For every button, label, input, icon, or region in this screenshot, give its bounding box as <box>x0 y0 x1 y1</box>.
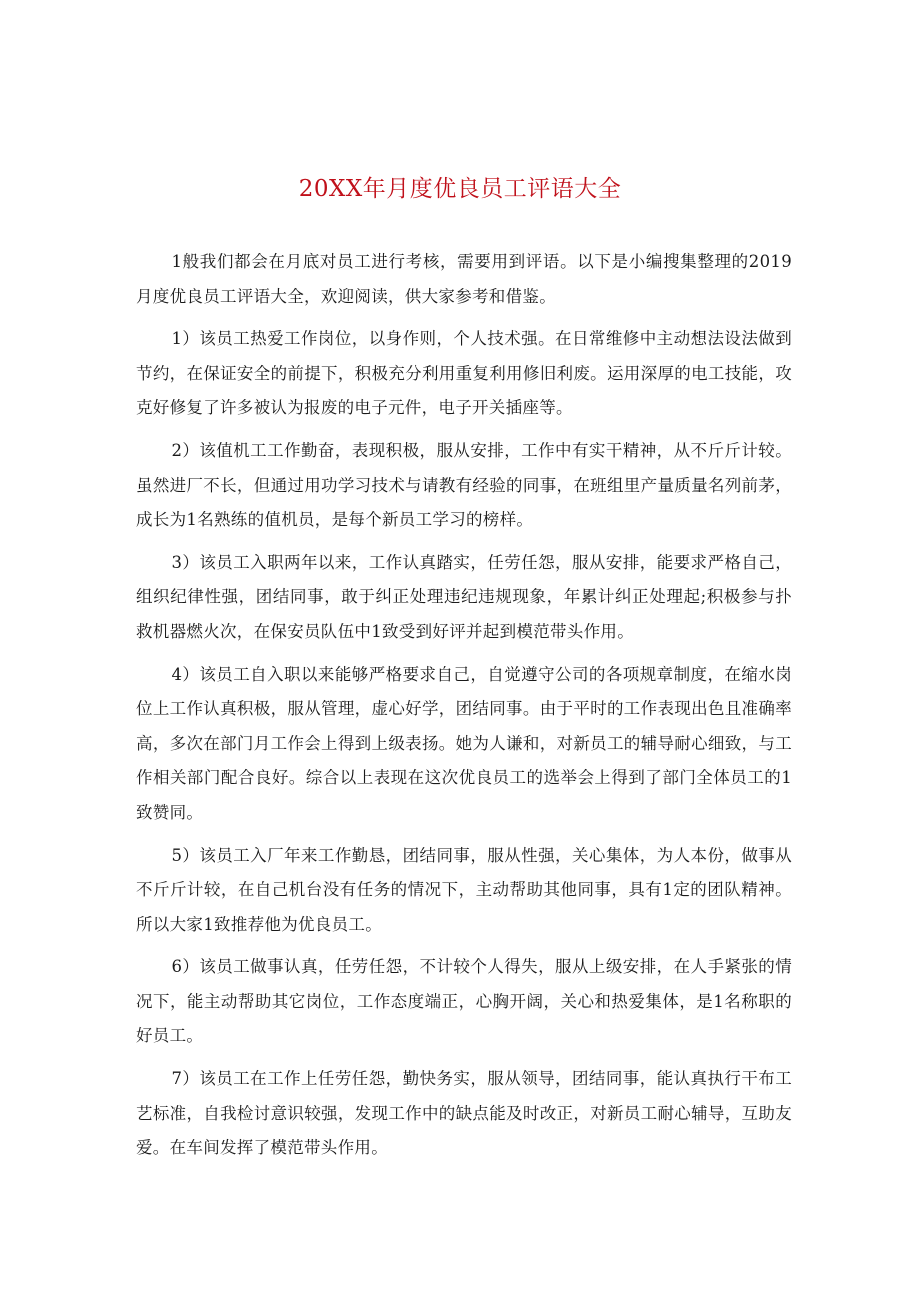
comment-paragraph-3: 3）该员工入职两年以来，工作认真踏实，任劳任怨，服从安排，能要求严格自己，组织纪律性强，团结同事，敢于纠正处理违纪违规现象，年累计纠正处理起;积极参与扑救机器燃火次，在保安员队伍中1致受到好评并起到模范带头作用。 <box>136 552 792 641</box>
comment-paragraph-7: 7）该员工在工作上任劳任怨，勤快务实，服从领导，团结同事，能认真执行干布工艺标准，自我检讨意识较强，发现工作中的缺点能及时改正，对新员工耐心辅导，互助友爱。在车间发挥了模范带头作用。 <box>136 1069 792 1158</box>
comment-paragraph-2: 2）该值机工工作勤奋，表现积极，服从安排，工作中有实干精神，从不斤斤计较。虽然进厂不长，但通过用功学习技术与请教有经验的同事，在班组里产量质量名列前茅，成长为1名熟练的值机员，是每个新员工学习的榜样。 <box>136 440 792 530</box>
document-title: 20XX年月度优良员工评语大全 <box>298 176 622 202</box>
comment-paragraph-1: 1）该员工热爱工作岗位，以身作则，个人技术强。在日常维修中主动想法设法做到节约，在保证安全的前提下，积极充分利用重复利用修旧利废。运用深厚的电工技能，攻克好修复了许多被认为报废的电子元件，电子开关插座等。 <box>136 329 792 418</box>
comment-paragraph-5: 5）该员工入厂年来工作勤恳，团结同事，服从性强，关心集体，为人本份，做事从不斤斤计较，在自己机台没有任务的情况下，主动帮助其他同事，具有1定的团队精神。所以大家1致推荐他为优良员工。 <box>136 845 792 934</box>
document-body <box>136 245 792 1174</box>
comment-paragraph-6: 6）该员工做事认真，任劳任怨，不计较个人得失，服从上级安排，在人手紧张的情况下，能主动帮助其它岗位，工作态度端正，心胸开阔，关心和热爱集体，是1名称职的好员工。 <box>136 957 792 1046</box>
intro-paragraph: 1般我们都会在月底对员工进行考核，需要用到评语。以下是小编搜集整理的2019月度优良员工评语大全，欢迎阅读，供大家参考和借鉴。 <box>136 252 792 306</box>
comment-paragraph-4: 4）该员工自入职以来能够严格要求自己，自觉遵守公司的各项规章制度，在缩水岗位上工作认真积极，服从管理，虚心好学，团结同事。由于平时的工作表现出色且准确率高，多次在部门月工作会上得到上级表扬。她为人谦和，对新员工的辅导耐心细致，与工作相关部门配合良好。综合以上表现在这次优良员工的选举会上得到了部门全体员工的1致赞同。 <box>136 664 792 822</box>
